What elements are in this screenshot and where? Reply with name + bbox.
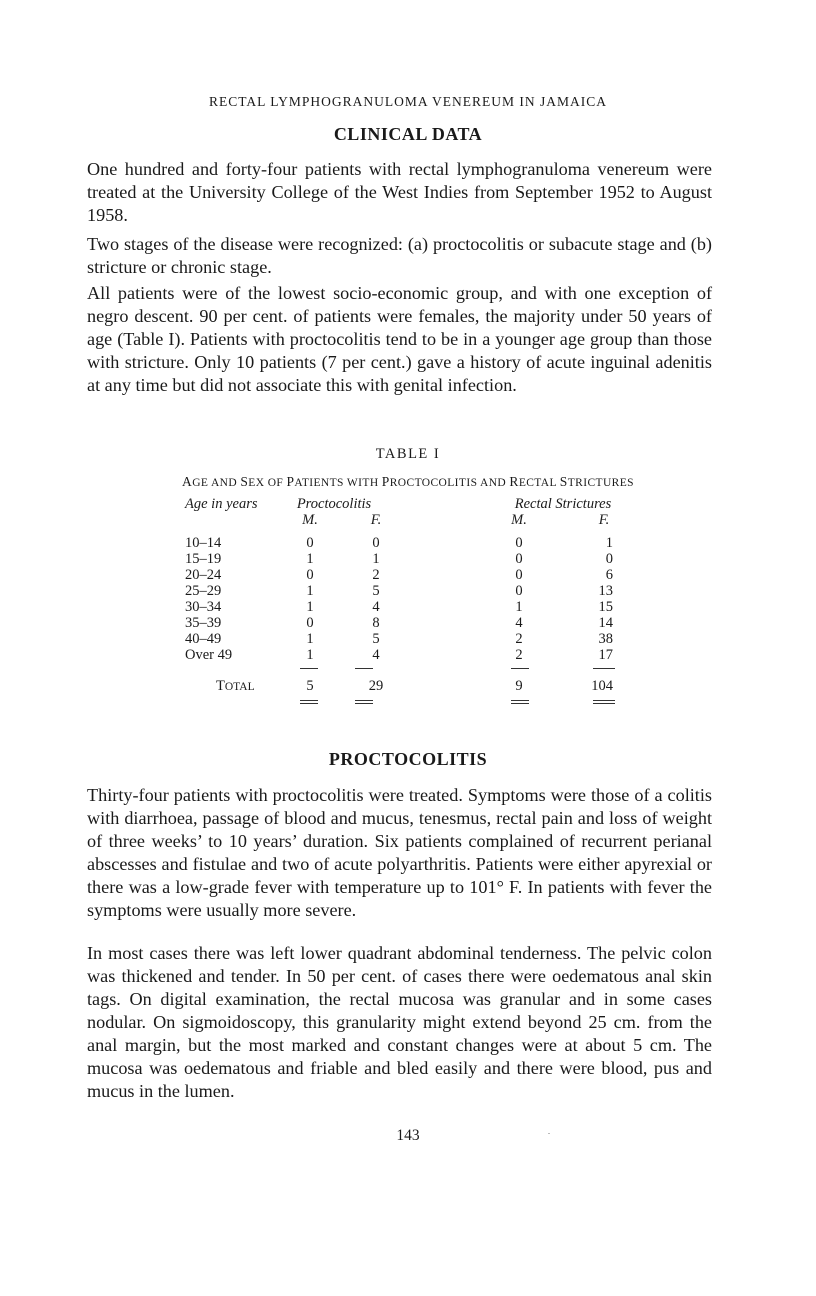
table-label: TABLE I <box>375 446 441 462</box>
paragraph-4: Thirty-four patients with proctocolitis were treated. Symptoms were those of a colitis with diarrhoea, passage of blood and mucus, tenesmus, rectal pain and loss of weight of three weeks’ to 10 years’ duration. Six patients complained of recurrent perianal abscesses and fistulae and two of acute polyarthritis. Patients were either apyrexial or there was a low-grade fever with temperature up to 101° F. In patients with fever the symptoms were usually more severe. <box>87 785 712 920</box>
header-strictures-f: F. <box>598 512 610 528</box>
running-head: RECTAL LYMPHOGRANULOMA VENEREUM IN JAMAICA <box>208 94 608 109</box>
proctocolitis-m-cell: 1 <box>306 647 314 663</box>
table-row <box>0 551 816 568</box>
strictures-m-cell: 0 <box>515 535 523 551</box>
table-header-row <box>0 496 816 513</box>
subtotal-rule-pm <box>300 668 318 669</box>
table-row <box>0 599 816 616</box>
proctocolitis-f-cell: 2 <box>372 567 380 583</box>
proctocolitis-f-cell: 8 <box>372 615 380 631</box>
paragraph-5: In most cases there was left lower quadrant abdominal tenderness. The pelvic colon was thickened and tender. In 50 per cent. of cases there were oedematous anal skin tags. On digital examination, the rectal mucosa was granular and in some cases nodular. On sigmoidoscopy, this granularity might extend beyond 25 cm. from the anal margin, but the most marked and constant changes were at about 5 cm. The mucosa was oedematous and friable and bled easily and there were blood, pus and mucus in the lumen. <box>87 943 712 1101</box>
strictures-m-cell: 0 <box>515 583 523 599</box>
strictures-f-cell: 38 <box>598 631 613 647</box>
paragraph-2: Two stages of the disease were recognized: (a) proctocolitis or subacute stage and (b) stricture or chronic stage. <box>87 234 712 277</box>
header-rectal-strictures: Rectal Strictures <box>514 496 612 512</box>
proctocolitis-m-cell: 1 <box>306 631 314 647</box>
proctocolitis-m-cell: 0 <box>306 567 314 583</box>
total-proctocolitis-m: 5 <box>306 678 314 694</box>
total-proctocolitis-f: 29 <box>368 678 384 694</box>
strictures-m-cell: 0 <box>515 567 523 583</box>
proctocolitis-m-cell: 0 <box>306 535 314 551</box>
header-proctocolitis-f: F. <box>370 512 382 528</box>
total-rule-rf-2 <box>593 703 615 704</box>
total-rule-rm-2 <box>511 703 529 704</box>
scan-speck <box>548 1133 550 1134</box>
proctocolitis-f-cell: 1 <box>372 551 380 567</box>
page-number: 143 <box>396 1127 420 1144</box>
age-cell: 40–49 <box>185 631 222 647</box>
proctocolitis-f-cell: 4 <box>372 647 380 663</box>
strictures-f-cell: 1 <box>605 535 613 551</box>
total-strictures-f: 104 <box>591 678 613 694</box>
total-strictures-m: 9 <box>515 678 523 694</box>
section-title-clinical-data: CLINICAL DATA <box>333 124 483 144</box>
age-cell: 35–39 <box>185 615 222 631</box>
table-caption: AGE AND SEX OF PATIENTS WITH PROCTOCOLITIS AND RECTAL STRICTURES <box>182 474 634 489</box>
total-rule-pf-2 <box>355 703 373 704</box>
strictures-f-cell: 17 <box>598 647 613 663</box>
header-age: Age in years <box>185 496 258 512</box>
subtotal-rule-pf <box>355 668 373 669</box>
strictures-f-cell: 15 <box>598 599 613 615</box>
strictures-f-cell: 13 <box>598 583 613 599</box>
paragraph-1: One hundred and forty-four patients with rectal lymphogranuloma venereum were treated at the University College of the West Indies from September 1952 to August 1958. <box>87 159 712 225</box>
total-rule-rm <box>511 700 529 701</box>
total-rule-pm <box>300 700 318 701</box>
header-proctocolitis: Proctocolitis <box>296 496 372 512</box>
table-subheader-row <box>0 512 816 529</box>
table-row <box>0 583 816 600</box>
age-cell: 30–34 <box>185 599 222 615</box>
proctocolitis-f-cell: 0 <box>372 535 380 551</box>
proctocolitis-f-cell: 5 <box>372 583 380 599</box>
table-row <box>0 647 816 664</box>
total-label: TOTAL <box>216 678 255 694</box>
strictures-m-cell: 0 <box>515 551 523 567</box>
total-rule-pm-2 <box>300 703 318 704</box>
strictures-f-cell: 0 <box>605 551 613 567</box>
age-cell: 20–24 <box>185 567 222 583</box>
age-cell: 15–19 <box>185 551 222 567</box>
strictures-m-cell: 1 <box>515 599 523 615</box>
strictures-f-cell: 6 <box>605 567 613 583</box>
age-cell: Over 49 <box>185 647 233 663</box>
strictures-m-cell: 2 <box>515 631 523 647</box>
strictures-m-cell: 2 <box>515 647 523 663</box>
age-cell: 10–14 <box>185 535 222 551</box>
proctocolitis-m-cell: 1 <box>306 551 314 567</box>
proctocolitis-m-cell: 0 <box>306 615 314 631</box>
proctocolitis-f-cell: 5 <box>372 631 380 647</box>
proctocolitis-m-cell: 1 <box>306 583 314 599</box>
table-row <box>0 631 816 648</box>
total-rule-pf <box>355 700 373 701</box>
paragraph-3: All patients were of the lowest socio-economic group, and with one exception of negro descent. 90 per cent. of patients were females, the majority under 50 years of age (Table I). Patients with proctocolitis tend to be in a younger age group than those with stricture. Only 10 patients (7 per cent.) gave a history of acute inguinal adenitis at any time but did not associate this with genital infection. <box>87 283 712 395</box>
header-proctocolitis-m: M. <box>302 512 318 528</box>
strictures-f-cell: 14 <box>598 615 613 631</box>
header-strictures-m: M. <box>511 512 527 528</box>
strictures-m-cell: 4 <box>515 615 523 631</box>
subtotal-rule-rf <box>593 668 615 669</box>
table-row <box>0 567 816 584</box>
table-row <box>0 535 816 552</box>
total-rule-rf <box>593 700 615 701</box>
age-cell: 25–29 <box>185 583 222 599</box>
subtotal-rule-rm <box>511 668 529 669</box>
table-row <box>0 615 816 632</box>
proctocolitis-m-cell: 1 <box>306 599 314 615</box>
proctocolitis-f-cell: 4 <box>372 599 380 615</box>
table-total-row <box>0 678 816 695</box>
section-title-proctocolitis: PROCTOCOLITIS <box>328 749 488 769</box>
